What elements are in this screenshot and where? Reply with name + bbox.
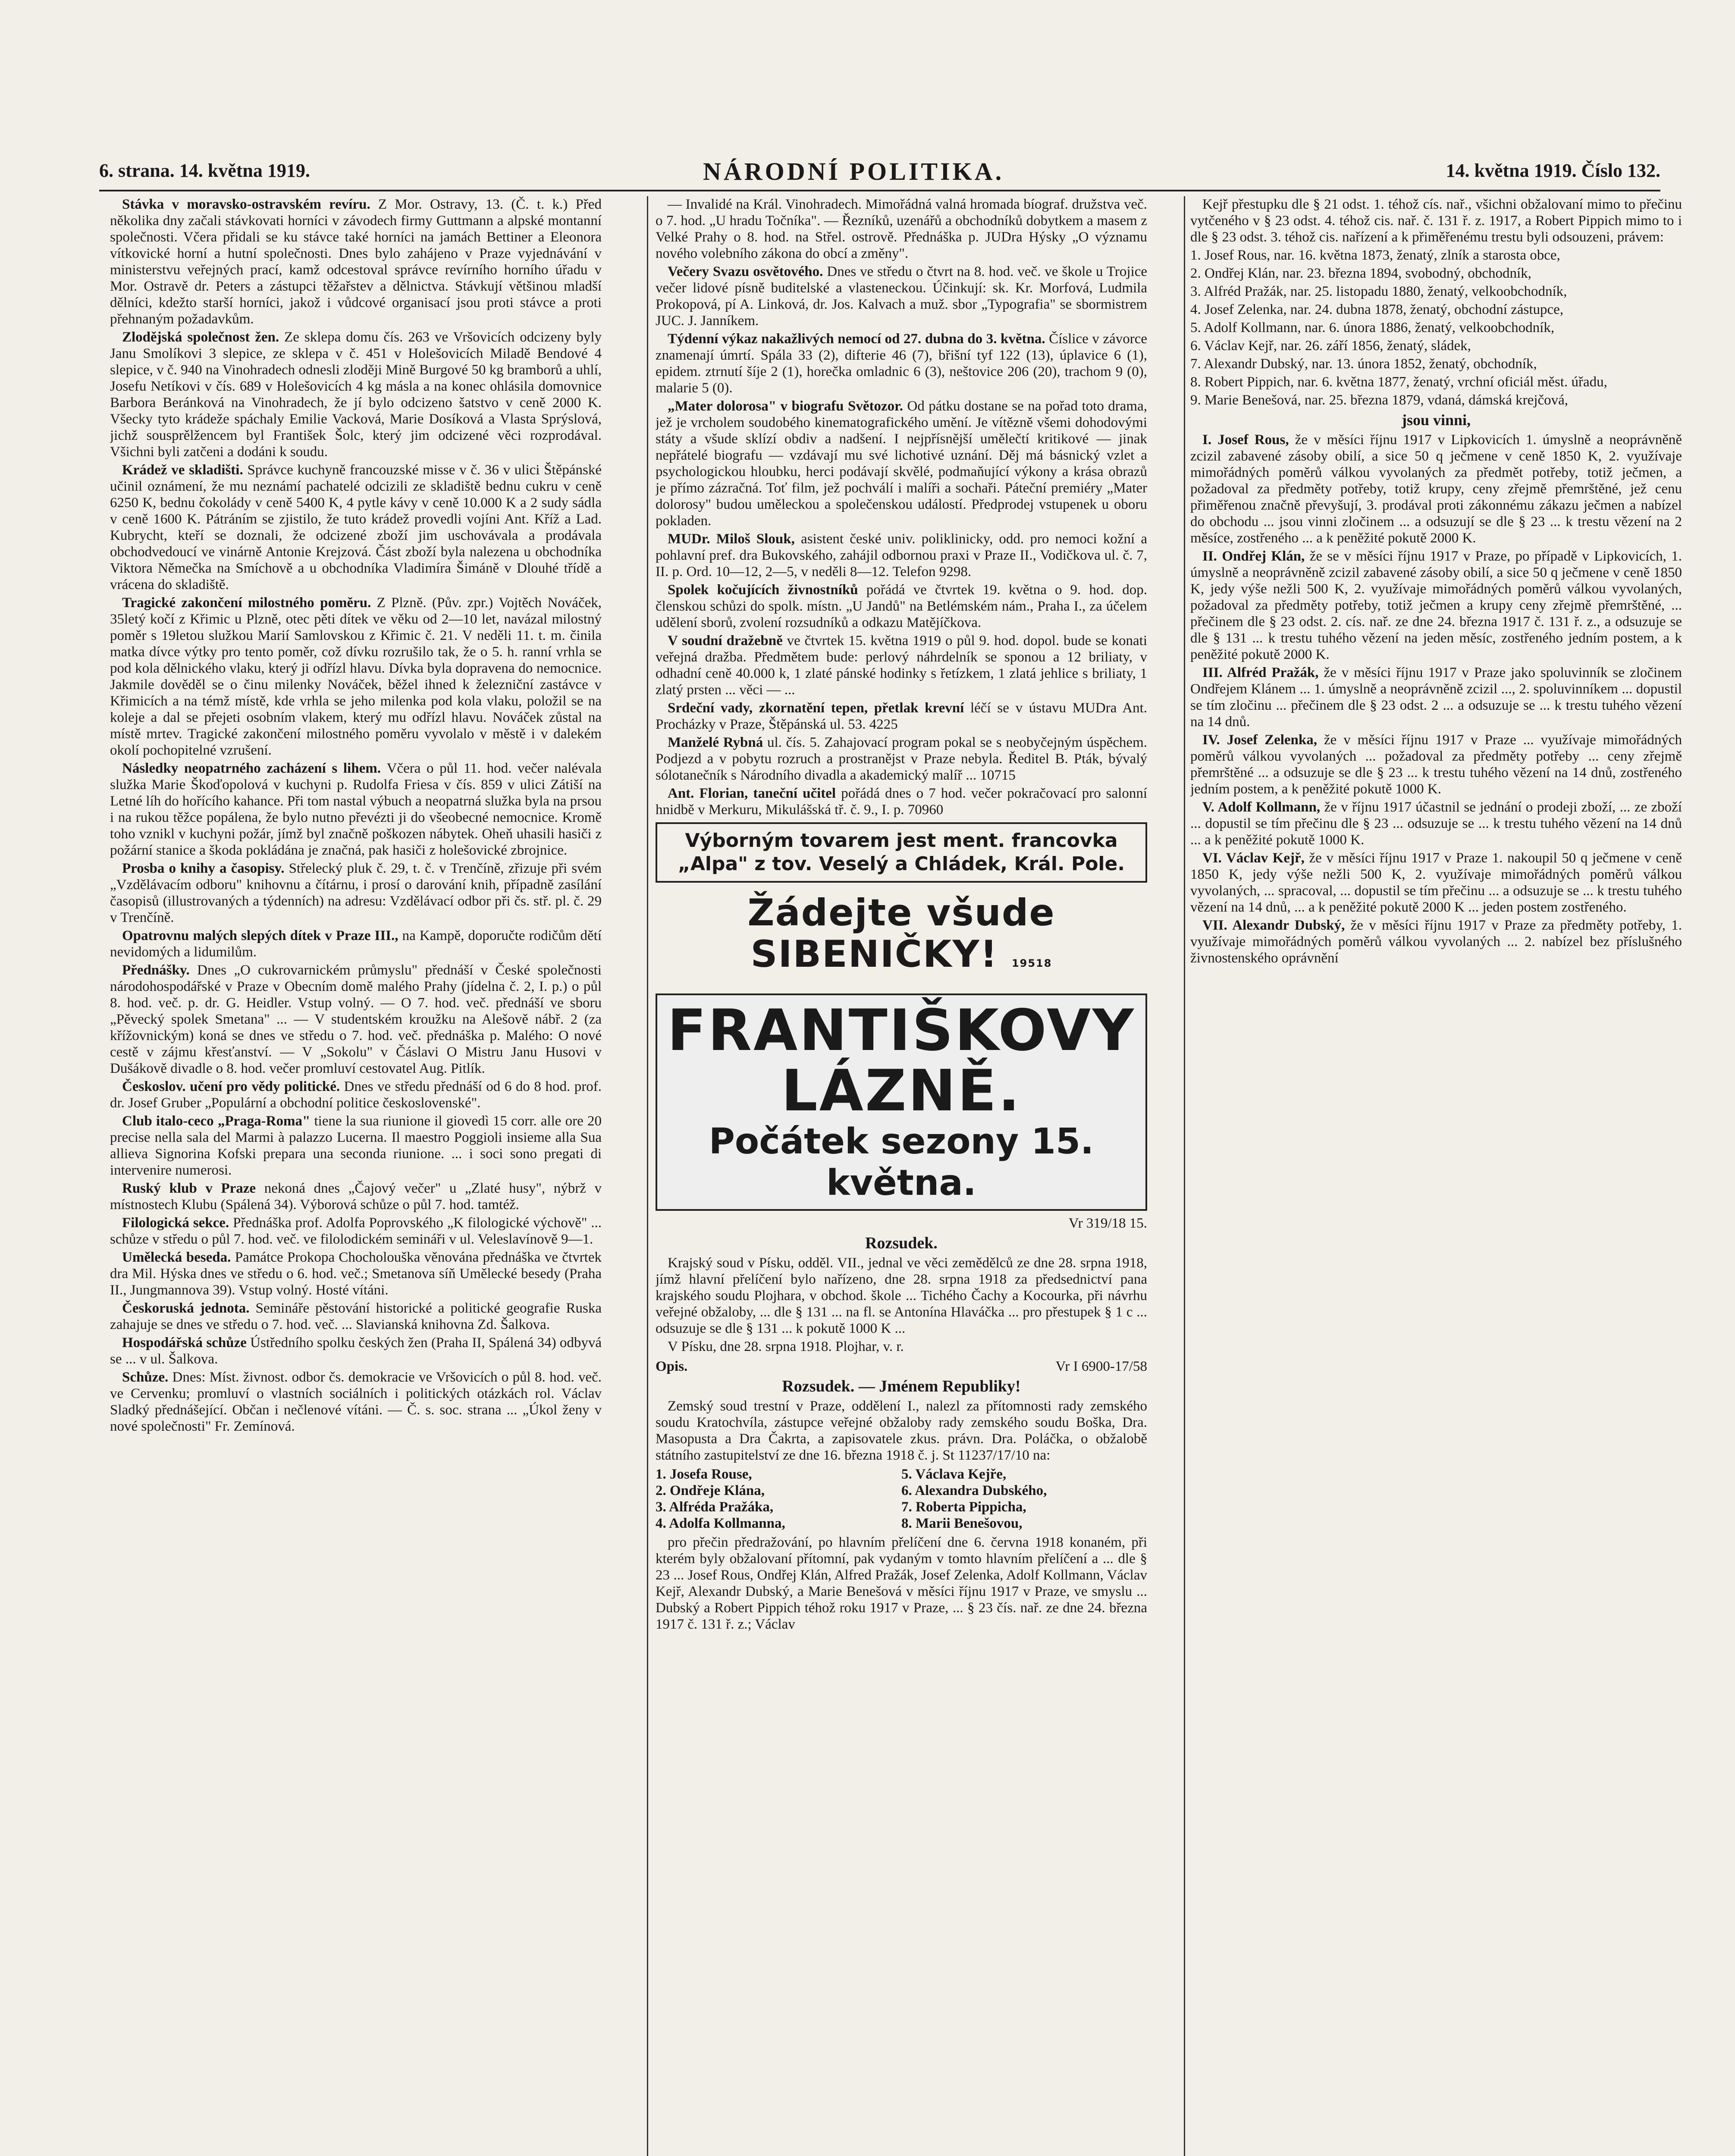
notice-item [656, 785, 1147, 818]
notice-item-body: asistent české univ. poliklinicky, odd. pro nemoci kožní a pohlavní pref. dra Bukovského, zahájil odbornou praxi v Praze II., Vodičkova ul. č. 7, II. p. Ord. 10—12, 2—5, v neděli 8—12. Telefon 9298. [656, 531, 1147, 580]
persons-list [1190, 247, 1682, 408]
notice-item [656, 196, 1147, 262]
verdict-2-more: pro přečin předražování, po hlavním přelíčení dne 6. června 1918 konaném, při kterém byly obžalovaní přítomní, pak vydaným v tomto hlavním přelíčení a ... dle § 23 ... Josef Rous, Ondřej Klán, Alfred Pražák, Josef Zelenka, Adolf Kollmann, Václav Kejř, Alexandr Dubský, a Marie Benešová v měsíci říjnu 1917 v Praze, ve smyslu ... Dubský a Robert Pippich téhož roku 1917 v Praze, ... § 23 čís. nař. ze dne 24. března 1917 č. 131 ř. z.; Václav [656, 1535, 1147, 1632]
person-entry: 2. Ondřej Klán, nar. 23. března 1894, svobodný, obchodník, [1190, 266, 1531, 281]
news-item-heading: Stávka v moravsko-ostravském revíru. [122, 197, 378, 212]
news-item-body: Z Mor. Ostravy, 13. (Č. t. k.) Před několika dny začali stávkovati horníci v závodech firmy Guttmann a alpské montanní společnosti. Včera přidali se ku stávce také horníci na jamách Bettiner a Eleonora vítkovické horní a hutní společnosti. Dnes bylo zahájeno v Praze vyjednávání v ministerstvu veřejných prací, kamž odcestoval správce revírního horního úřadu v Mor. Ostravě dr. Peters a zástupci těžařstev a dělnictva. Stávkují většinou mladší dělníci, kdežto starší horníci, jakož i vůdcové organisací jsou proti stávce a proti přehnaným požadavkům. [110, 197, 602, 327]
news-item-body: Správce kuchyně francouzské misse v č. 36 v ulici Štěpánské učinil oznámení, že mu neznámí pachatelé odcizili ze skladiště bednu cukru v ceně 6250 K, bednu čokolády v ceně 5400 K, 4 pytle kávy v ceně 10.000 K a 2 sudy sádla v ceně 1600 K. Pátráním se zjistilo, že tuto krádež provedli vojíni Ant. Kříž a Lad. Kubrycht, kteří se doznali, že odcizené zboží jim uschovávala a prodávala obchodvedoucí ve vinárně Antonie Krejzová. Část zboží byla nalezena u obchodníka Viktora Němečka na Smíchově a u obchodníka Vladimíra Šimáně v Dlouhé třídě a vrácena do skladiště. [110, 462, 602, 592]
ad-sibenicky [656, 887, 1147, 989]
news-item [110, 196, 602, 327]
verdict-section-heading: VII. Alexandr Dubský, [1202, 918, 1351, 933]
newspaper-title: NÁRODNÍ POLITIKA. [703, 157, 1004, 185]
person-entry: 8. Robert Pippich, nar. 6. května 1877, ženatý, vrchní oficiál měst. úřadu, [1190, 374, 1607, 390]
notice-item-body: pořádá ve čtvrtek 19. května o 9. hod. dop. členskou schůzi do spolk. místn. „U Jandů" na Betlémském nám., Praha I., za účelem udělení sborů, zvolení rozsudníků a odkazu Matějíčkova. [656, 582, 1147, 630]
defendant-name: 3. Alfréda Pražáka, [656, 1499, 774, 1515]
column-1 [110, 196, 602, 2156]
notice-item-heading: Srdeční vady, zkornatění tepen, přetlak krevní [668, 700, 970, 716]
verdict-2-title: Rozsudek. — Jménem Republiky! [782, 1377, 1021, 1395]
ad-frantiskovy-lazne [656, 993, 1147, 1211]
news-item [110, 1078, 602, 1111]
news-item-heading: Opatrovnu malých slepých dítek v Praze III., [122, 928, 402, 943]
news-item-heading: Club italo-ceco „Praga-Roma" [122, 1113, 314, 1129]
notice-item-body: — Invalidé na Král. Vinohradech. Mimořádná valná hromada bíograf. družstva več. o 7. hod. „U hradu Točníka". — Řezníků, uzenářů a obchodníků dobytkem a masem z Velké Prahy o 8. hod. na Střel. ostrově. Přednáška p. JUDra Hýsky „O významu nového volebního zákona do obcí a změny". [656, 197, 1147, 261]
notice-item [656, 633, 1147, 698]
news-item-heading: Tragické zakončení milostného poměru. [122, 595, 377, 611]
verdict-section-heading: VI. Václav Kejř, [1202, 850, 1309, 866]
verdict-section-heading: I. Josef Rous, [1202, 432, 1295, 448]
column-3 [1190, 196, 1682, 2156]
news-item-heading: Umělecká beseda. [122, 1250, 235, 1265]
person-entry: 5. Adolf Kollmann, nar. 6. února 1886, ženatý, velkoobchodník, [1190, 320, 1555, 335]
news-item [110, 595, 602, 758]
news-item [110, 860, 602, 926]
news-item [110, 462, 602, 593]
news-item-body: Ústředního spolku českých žen (Praha II, Spálená 34) odbyvá se ... v ul. Šalkova. [110, 1335, 602, 1367]
verdict-section-heading: IV. Josef Zelenka, [1202, 732, 1324, 748]
notice-item [656, 582, 1147, 631]
notice-item-body: léčí se v ústavu MUDra Ant. Procházky v Praze, Štěpánská ul. 53. 4225 [656, 700, 1147, 732]
news-item [110, 1369, 602, 1435]
person-entry: 3. Alfréd Pražák, nar. 25. listopadu 1880, ženatý, velkoobchodník, [1190, 284, 1567, 299]
notice-item-heading: V soudní dražebně [668, 633, 787, 649]
notice-item-heading: MUDr. Miloš Slouk, [668, 531, 801, 547]
verdict-section-body: že v měsíci říjnu 1917 v Praze za předměty potřeby, 1. využívaje mimořádných poměrů válkou vyvolaných ... 2. nabízel bez příslušného živnostenského oprávnění [1190, 918, 1682, 966]
news-item-body: Semináře pěstování historické a politické geografie Ruska zahajuje se dnes ve středu o 7. hod. več. ... Slavianská knihovna Zd. Šalkova. [110, 1300, 602, 1332]
notice-item [656, 263, 1147, 329]
page-info-right: 14. května 1919. Číslo 132. [1446, 160, 1660, 181]
verdict-section-body: že se v měsíci říjnu 1917 v Praze, po případě v Lipkovicích, 1. úmyslně a neoprávněně zcizil zabavené zásoby obilí, a sice 50 q ječmene v ceně 1850 K, jedy výše nežli 500 K, 2. využívaje mimořádných poměrů válkou vyvolaných, požadoval za předměty potřeby, totiž ječmen a krupy ceny zřejmě přemrštěné, ... přečinem dle § 23 odst. 2. cís. nař. ze dne 24. března 1917 č. 131 ř. z., a odsuzuje se dle § 131 ... k trestu tuhého vězení na jeden měsíc, zostřeného jedním postem, a k peněžité pokutě 2000 K. [1190, 548, 1682, 662]
person-entry: 1. Josef Rous, nar. 16. května 1873, ženatý, zlník a starosta obce, [1190, 248, 1560, 263]
notice-item-heading: Večery Svazu osvětového. [668, 264, 827, 279]
defendants-list [656, 1466, 1147, 1532]
verdict-section [1190, 548, 1682, 663]
verdict-section-body: že v měsíci říjnu 1917 v Lipkovicích 1. úmyslně a neoprávněně zcizil zabavené zásoby obilí, a sice 50 q ječmene v ceně 1850 K, 2. využívaje mimořádných poměrů válkou vyvolaných za předmět potřeby, totiž ječmen, a požadoval za předměty potřeby, totiž krupy, ceny zřejmě přemrštěné, jež cenu přiměřenou značně převyšují, 3. prodával proti zákonnému zákazu ječmen a nabízel do obchodu ... jsou vinni zločinem ... a odsuzují se dle § 23 ... k trestu vězení na 2 měsíce, zostřeného ... a k peněžité pokutě 2000 K. [1190, 432, 1682, 546]
notice-item-heading: Manželé Rybná [668, 735, 767, 750]
news-item [110, 1113, 602, 1178]
verdict-intro: Kejř přestupku dle § 21 odst. 1. téhož cís. nař., všichni obžalovaní mimo to přečinu vytčeného v § 23 odst. 4. téhož cis. nař. č. 131 ř. z. 1917, a Robert Pippich mimo to i dle § 23 odst. 3. téhož cis. nařízení a k přiměřenému trestu byli odsouzeni, právem: [1190, 197, 1682, 245]
ad-francovka [656, 822, 1147, 883]
news-item-body: Dnes „O cukrovarnickém průmyslu" přednáší v České společnosti národohospodářské v Praze v Obecním domě malého Prahy (jídelna č. 2, I. p.) o půl 8. hod. več. p. dr. G. Heidler. Vstup volný. — O 7. hod. več. přednáší ve sboru „Pěvecký spolek Smetana" ... — V studentském kroužku na Alešově nábř. 2 (za křížovnickým) koná se dnes ve středu o 7. hod. več. přednáška p. Malého: O nové cestě v zájmu křesťanství. — V „Sokolu" v Čáslavi O Mistru Janu Husovi v Dušákově divadle o 8. hod. večer promluví cestovatel Aug. Pitlík. [110, 962, 602, 1076]
news-item [110, 928, 602, 960]
news-item-body: Dnes: Míst. živnost. odbor čs. demokracie ve Vršovicích o půl 8. hod. več. ve Cervenku; promluví o vlastních sociálních i politických otázkách rol. Václav Sladký přednášející. Občan i nečlenové vítáni. — Č. s. soc. strana ... „Úkol ženy v nové společnosti" Fr. Zemínová. [110, 1369, 602, 1434]
ad-francovka-text: Výborným tovarem jest ment. francovka „Alpa" z tov. Veselý a Chládek, Král. Pole. [678, 830, 1125, 875]
news-item [110, 1249, 602, 1298]
news-item-heading: Následky neopatrného zacházení s lihem. [122, 761, 387, 776]
verdict-section [1190, 799, 1682, 848]
verdict-section-heading: III. Alfréd Pražák, [1202, 665, 1324, 680]
verdict-section-body: že v měsíci říjnu 1917 v Praze jako spoluvinník se zločinem Ondřejem Klánem ... 1. úmyslně a neoprávněně zcizil ..., 2. spoluvinníkem ... dopustil se tím zločinu ... přečinem dle § 23 odst. 2 ... a odsuzuje se ... k trestu tuhého vězení na 14 dnů. [1190, 665, 1682, 730]
column-divider-2 [1184, 196, 1185, 2156]
notice-item [656, 531, 1147, 580]
masthead [99, 157, 1660, 185]
person-entry: 7. Alexandr Dubský, nar. 13. února 1852, ženatý, obchodník, [1190, 356, 1537, 372]
news-item-heading: Prosba o knihy a časopisy. [122, 861, 289, 876]
verdict-section-heading: V. Adolf Kollmann, [1202, 799, 1324, 815]
verdict-1-text: Krajský soud v Písku, odděl. VII., jednal ve věci zemědělců ze dne 28. srpna 1918, jímž hlavní přelíčení bylo nařízeno, dne 28. srpna 1918 za předsednictví pana krajského soudu Plojhara, v obchod. škole ... Tichého Čachy a Kocourka, při návrhu veřejné obžaloby, ... dle § 131 ... na fl. se Antonína Hlaváčka ... pro přestupek § 1 c ... odsuzuje se dle § 131 ... k pokutě 1000 K ... [656, 1255, 1147, 1336]
news-item-heading: Českoruská jednota. [122, 1300, 256, 1316]
verdict-section [1190, 732, 1682, 797]
news-item [110, 329, 602, 460]
defendant-name: 8. Marii Benešovou, [901, 1516, 1023, 1531]
ad-sibenicky-code: 19518 [1011, 957, 1052, 969]
notice-item-heading: Spolek kočujících živnostníků [668, 582, 866, 598]
defendant-name: 1. Josefa Rouse, [656, 1467, 752, 1482]
news-item-heading: Ruský klub v Praze [122, 1181, 264, 1196]
notice-item [656, 331, 1147, 396]
news-item [110, 1215, 602, 1247]
notice-item-body: ve čtvrtek 15. května 1919 o půl 9. hod. dopol. bude se konati veřejná dražba. Předmětem bude: perlový náhrdelník se sponou a 12 briliaty, v odhadní ceně 40.000 k, 1 zlaté pánské hodinky s řetízkem, 1 zlatá jehlice s briliaty, 1 zlatý prsten ... věci — ... [656, 633, 1147, 698]
news-item-body: tiene la sua riunione il giovedì 15 corr. alle ore 20 precise nella sala del Marmi à palazzo Lucerna. Il maestro Poggioli insieme alla Sua allieva Signorina Kofski prepara una seconda riunione. ... i soci sono pregati di intervenire numerosi. [110, 1113, 602, 1178]
ad-frantiskovy-lazne-title: FRANTIŠKOVY LÁZNĚ. [667, 997, 1136, 1124]
column-2-notices [656, 196, 1147, 818]
verdict-section-body: že v říjnu 1917 účastnil se jednání o prodeji zboží, ... ze zboží ... dopustil se tím přečinu dle § 23 ... odsuzuje se ... k trestu tuhého vězení na 14 dnů ... a k peněžité pokutě 1000 K. [1190, 799, 1682, 848]
notice-item [656, 398, 1147, 529]
column-divider-1 [647, 196, 648, 2156]
header-rule [99, 190, 1660, 191]
news-item [110, 1335, 602, 1367]
verdict-section-body: že v měsíci říjnu 1917 v Praze 1. nakoupil 50 q ječmene v ceně 1850 K, jedy výše nežli 500 K, 2. využívaje mimořádných poměrů válkou vyvolaných, ... spracoval, ... dopustil se tím přečinu ... a odsuzuje se ... k trestu tuhého vězení na 14 dnů, ... a k peněžité pokutě 2000 K ... jeden postem zostřeného. [1190, 850, 1682, 915]
defendant-name: 2. Ondřeje Klána, [656, 1483, 765, 1498]
person-entry: 4. Josef Zelenka, nar. 24. dubna 1878, ženatý, obchodní zástupce, [1190, 302, 1564, 317]
case-number-2: Vr I 6900-17/58 [1055, 1359, 1147, 1374]
news-item-body: Z Plzně. (Pův. zpr.) Vojtěch Nováček, 35letý kočí z Křimic u Plzně, otec pěti dítek ve věku od 2—10 let, navázal milostný poměr s 19letou služkou Marií Samlovskou z Křimic č. 21. V neděli 11. t. m. činila matka dívce výtky pro tento poměr, což dívku rozrušilo tak, že o 5. h. ranní vrhla se pod kola dělnického vlaku, který ji odřízl hlavu. Dívka byla dopravena do nemocnice. Jakmile dověděl se o činu milenky Nováček, běžel ihned k železniční zastávce v Křimicích a na témž místě, kde vrhla se jeho milenka pod kola vlaku, položil se na koleje a dal se přejeti osobním vlakem, který mu odřízl hlavu. Nováček zůstal na místě mrtev. Tragické zakončení milostného poměru vyvolalo v městě i v dalekém okolí pochopitelné vzrušení. [110, 595, 602, 758]
ad-frantiskovy-lazne-subtitle: Počátek sezony 15. května. [709, 1121, 1094, 1203]
news-item-heading: Hospodářská schůze [122, 1335, 251, 1351]
case-number-1: Vr 319/18 15. [1068, 1216, 1147, 1231]
verdict-section-body: že v měsíci říjnu 1917 v Praze ... využívaje mimořádných poměrů válkou vyvolaných ... požadoval za předměty potřeby ... ceny zřejmě přemrštěné ... a odsuzuje se dle § 23 ... k trestu tuhého vězení na 14 dnů, zostřeného jedním postem, a k peněžité pokutě 1000 K. [1190, 732, 1682, 797]
news-item [110, 760, 602, 859]
news-item-body: Včera o půl 11. hod. večer nalévala služka Marie Škoďopolová v kuchyni p. Rudolfa Friesa v čís. 859 v ulici Zátiší na Letné líh do hořícího kahance. Při tom nastal výbuch a neopatrná služka byla na prsou i na rukou těžce popálena, že bylo nutno převézti ji do všeobecné nemocnice. Kromě toho vznikl v kuchyni požár, jímž byl značně poškozen nábytek. Oheň uhasili hasiči z požární stanice a škoda pokládána je značná, pak hasiči z holešovické zbrojnice. [110, 761, 602, 858]
news-item [110, 1300, 602, 1333]
news-item-heading: Zlodějská společnost žen. [122, 329, 285, 345]
person-entry: 6. Václav Kejř, nar. 26. září 1856, ženatý, sládek, [1190, 338, 1471, 354]
news-item-heading: Přednášky. [122, 962, 198, 978]
verdict-1-title: Rozsudek. [865, 1234, 938, 1252]
news-item-heading: Českoslov. učení pro vědy politické. [122, 1079, 344, 1094]
column-2 [656, 196, 1147, 2156]
news-item-body: na Kampě, doporučte rodičům dětí nevidomých a lidumilům. [110, 928, 602, 960]
verdict-section [1190, 432, 1682, 546]
ad-sibenicky-text: Žádejte všude SIBENIČKY! [747, 891, 1055, 976]
copy-label: Opis. [656, 1359, 688, 1374]
verdict-sections [1190, 432, 1682, 966]
news-item-body: Přednáška prof. Adolfa Poprovského „K filologické výchově" ... schůze v středu o půl 7. hod. več. ve filolodickém semináři v ul. Veleslavínově 9—1. [110, 1215, 602, 1247]
notice-item-body: Od pátku dostane se na pořad toto drama, jež je vrcholem soudobého kinematografického umění. Je vítězně všemi dohodovými státy a všude sklízí obdiv a nadšení. I nejpřísnější umělečtí kritikové — jinak nepřátelé biografu — vzdávají mu své lichotivé uznání. Děj má básnický vzlet a psychologickou hloubku, herci podávají skvělé, podmaňující výkony a krása obrazů je přímo zázračná. Toť film, jež pochválí i malíři a sochaři. Páteční premiéry „Mater dolorosy" budou uměleckou a společenskou událostí. Předprodej vstupenek u oboru pokladen. [656, 398, 1147, 529]
notice-item-heading: „Mater dolorosa" v biografu Světozor. [668, 398, 907, 414]
news-item [110, 1180, 602, 1213]
notice-item [656, 734, 1147, 783]
verdict-1-signature: V Písku, dne 28. srpna 1918. Plojhar, v. r. [668, 1339, 904, 1354]
notice-item-body: pořádá dnes o 7 hod. večer pokračovací pro salonní hnidbě v Merkuru, Mikulášská tř. č. 9., I. p. 70960 [656, 786, 1147, 818]
news-item-body: nekoná dnes „Čajový večer" u „Zlaté husy", nýbrž v místnostech Klubu (Spálená 34). Výborová schůze o půl 7. hod. tamtéž. [110, 1181, 602, 1213]
person-entry: 9. Marie Benešová, nar. 25. března 1879, vdaná, dámská krejčová, [1190, 392, 1569, 408]
news-item-body: Památce Prokopa Chocholouška věnována přednáška ve čtvrtek dra Mil. Hýska dnes ve středu o 6. hod. več.; Smetanova síň Umělecké besedy (Praha II., Jungmannova 39). Vstup volný. Hosté vítáni. [110, 1250, 602, 1298]
defendant-name: 7. Roberta Pippicha, [901, 1499, 1026, 1515]
verdict-2-text: Zemský soud trestní v Praze, oddělení I., nalezl za přítomnosti rady zemského soudu Kratochvíla, zástupce veřejné obžaloby rady zemského soudu Boška, Dra. Masopusta a Dra Čakrta, a zapisovatele zkus. právn. Dra. Poláčka, o obžalobě státního zastupitelství ze dne 16. března 1918 č. j. St 11237/17/10 na: [656, 1398, 1147, 1463]
notice-item-heading: Týdenní výkaz nakažlivých nemocí od 27. dubna do 3. května. [668, 331, 1049, 347]
notice-item-heading: Ant. Florian, taneční učitel [668, 786, 841, 801]
news-item [110, 962, 602, 1077]
verdict-section [1190, 664, 1682, 730]
verdict-section-heading: II. Ondřej Klán, [1202, 548, 1310, 564]
news-item-body: Střelecký pluk č. 29, t. č. v Trenčíně, zřizuje při svém „Vzdělávacím odboru" knihovnu a čítárnu, i prosí o darování knih, případně zasílání časopisů (illustrovaných a týdenních) na adresu: Vzdělávací odbor při čs. stř. pl. č. 29 v Trenčíně. [110, 861, 602, 925]
verdict-guilty: jsou vinni, [1401, 411, 1471, 429]
notice-item-body: Dnes ve středu o čtvrt na 8. hod. več. ve škole u Trojice večer lidové písně buditelské a vlasteneckou. Účinkují: sk. Kr. Morfová, Ludmila Prokopová, pí A. Linková, dr. Jos. Kalvach a muž. sbor „Typografia" se sbormistrem JUC. J. Janníkem. [656, 264, 1147, 329]
notice-item [656, 700, 1147, 733]
defendant-name: 6. Alexandra Dubského, [901, 1483, 1047, 1498]
notice-item-body: ul. čís. 5. Zahajovací program pokal se s neobyčejným úspěchem. Podjezd a v pobytu rozruch a prostranějst v Praze nebyla. Ředitel B. Pták, bývalý sólotanečník s Národního divadla a akademický malíř ... 10715 [656, 735, 1147, 783]
news-item-body: Dnes ve středu přednáší od 6 do 8 hod. prof. dr. Josef Gruber „Populární a obchodní politice československé". [110, 1079, 602, 1111]
news-item-body: Ze sklepa domu čís. 263 ve Vršovicích odcizeny byly Janu Smolíkovi 3 slepice, ze sklepa v č. 451 v Holešovicích Miladě Bendové 4 slepice, v č. 940 na Vinohradech odnesli zloději Mině Burgové 50 kg bramborů a uhlí, Josefu Netíkovi v čís. 689 v Holešovicích 4 kg másla a na konec ohlásila domovnice Barbora Beránková na Vinohradech, že jí bylo odcizeno šatstvo v ceně 2000 K. Všecky tyto krádeže spáchaly Emilie Vacková, Marie Dosíková a Vlasta Sprýslová, jichž sousprělžencem byl František Šolc, který jim odcizené věci rozprodával. Všichni byli zatčeni a dodáni k soudu. [110, 329, 602, 460]
news-item-heading: Schůze. [122, 1369, 173, 1385]
news-item-heading: Krádež ve skladišti. [122, 462, 248, 478]
defendant-name: 5. Václava Kejře, [901, 1467, 1007, 1482]
verdict-section [1190, 917, 1682, 966]
page-info-left: 6. strana. 14. května 1919. [99, 160, 310, 181]
verdict-section [1190, 850, 1682, 915]
news-item-heading: Filologická sekce. [122, 1215, 233, 1231]
notice-item-body: Číslice v závorce znamenají úmrtí. Spála 33 (2), difterie 46 (7), břišní tyf 122 (13), úplavice 6 (1), epidem. ztrnutí šíje 2 (1), horečka omladnic 6 (3), neštovice 206 (20), trachom 9 (0), malarie 5 (0). [656, 331, 1147, 396]
defendant-name: 4. Adolfa Kollmanna, [656, 1516, 785, 1531]
